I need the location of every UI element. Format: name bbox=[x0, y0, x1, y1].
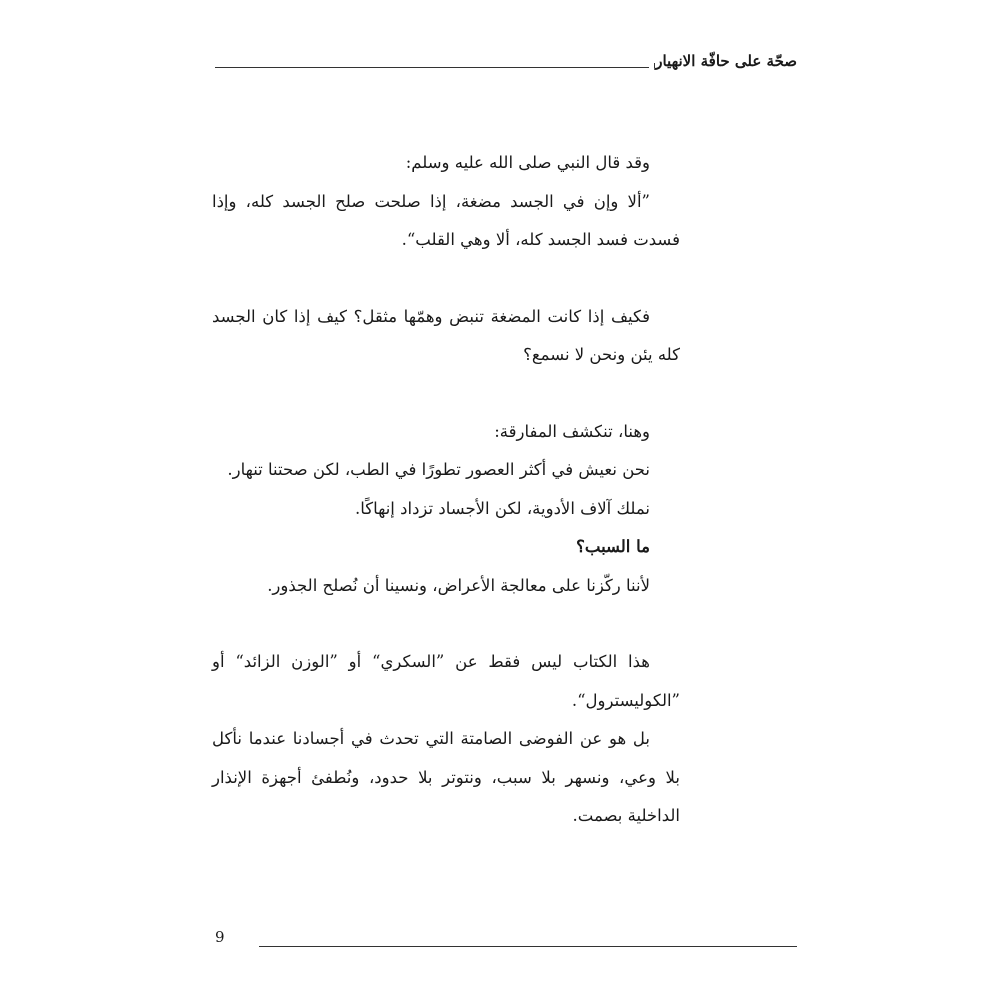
paragraph-hadith-quote: ”ألا وإن في الجسد مضغة، إذا صلحت صلح الجسد كله، وإذا فسدت فسد الجسد كله، ألا وهي القلب“. bbox=[212, 191, 680, 249]
footer-rule bbox=[259, 946, 797, 947]
page-number: 9 bbox=[215, 928, 225, 946]
paragraph-question: فكيف إذا كانت المضغة تنبض وهمّها مثقل؟ كيف إذا كان الجسد كله يئن ونحن لا نسمع؟ bbox=[212, 306, 680, 364]
paragraph-book-scope: هذا الكتاب ليس فقط عن ”السكري“ أو ”الوزن الزائد“ أو ”الكوليسترول“. bbox=[212, 652, 680, 710]
page-body bbox=[212, 144, 680, 836]
paragraph-paradox-intro: وهنا، تنكشف المفارقة: bbox=[494, 421, 650, 441]
paragraph-hadith-intro: وقد قال النبي صلى الله عليه وسلم: bbox=[405, 153, 650, 172]
page-footer bbox=[215, 928, 797, 952]
paragraph-paradox-drugs: نملك آلاف الأدوية، لكن الأجساد تزداد إنهاكًا. bbox=[354, 498, 650, 518]
header-rule bbox=[215, 67, 649, 68]
paragraph-reason: لأننا ركّزنا على معالجة الأعراض، ونسينا أن نُصلح الجذور. bbox=[267, 575, 650, 595]
paragraph-why-heading: ما السبب؟ bbox=[576, 537, 650, 556]
running-title: صحّة على حافّة الانهيار bbox=[655, 52, 797, 70]
paragraph-silent-chaos: بل هو عن الفوضى الصامتة التي تحدث في أجسادنا عندما نأكل بلا وعي، ونسهر بلا سبب، ونتوتر بلا حدود، ونُطفئ أجهزة الإنذار الداخلية بصمت. bbox=[212, 729, 680, 825]
paragraph-paradox-medicine: نحن نعيش في أكثر العصور تطورًا في الطب، لكن صحتنا تنهار. bbox=[227, 460, 650, 479]
running-header bbox=[215, 50, 797, 82]
